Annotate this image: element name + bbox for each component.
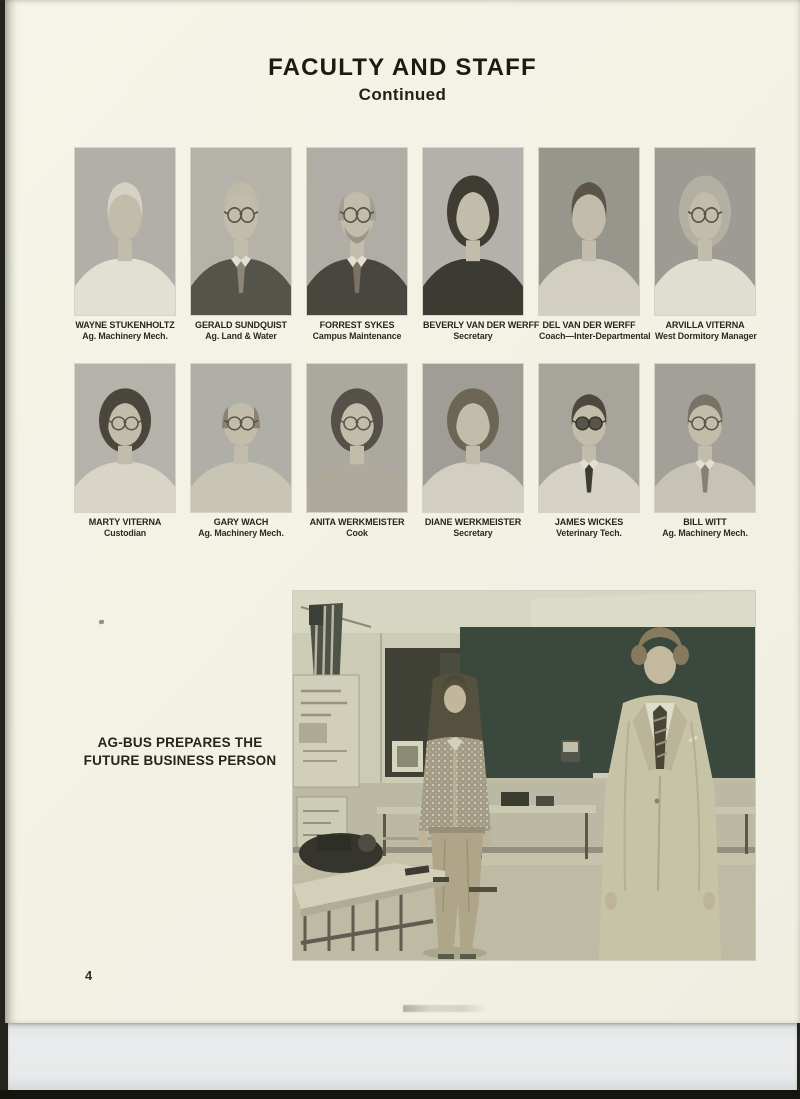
page-header [5, 54, 800, 105]
faculty-title: Secretary [453, 331, 493, 342]
yearbook-page [5, 0, 800, 1023]
faculty-card [191, 364, 291, 539]
portrait-photo [539, 364, 639, 512]
faculty-title: West Dormitory Manager [655, 331, 757, 342]
portrait-photo [191, 364, 291, 512]
portrait-photo [423, 148, 523, 315]
faculty-card [423, 364, 523, 539]
print-smudge [403, 1005, 489, 1012]
faculty-card [307, 148, 407, 342]
faculty-card [75, 364, 175, 539]
faculty-name: GERALD SUNDQUIST [195, 320, 287, 330]
portrait-photo [75, 364, 175, 512]
faculty-name: WAYNE STUKENHOLTZ [75, 320, 175, 330]
faculty-title: Ag. Land & Water [205, 331, 277, 342]
caption-line-2: FUTURE BUSINESS PERSON [83, 752, 277, 768]
portrait-photo [307, 148, 407, 315]
faculty-name: ARVILLA VITERNA [665, 320, 745, 330]
faculty-title: Campus Maintenance [312, 331, 402, 342]
caption-line-1: AG-BUS PREPARES THE [97, 735, 263, 750]
ink-artifact [99, 620, 105, 625]
faculty-card [307, 364, 407, 539]
faculty-card [75, 148, 175, 342]
faculty-title: Cook [346, 528, 368, 539]
portrait-photo [655, 364, 755, 512]
faculty-card [539, 148, 651, 342]
underlying-page-edge [8, 1023, 797, 1090]
faculty-name: GARY WACH [213, 517, 269, 527]
faculty-name: FORREST SYKES [319, 320, 395, 330]
portrait-photo [191, 148, 291, 315]
faculty-card [423, 148, 540, 342]
faculty-name: ANITA WERKMEISTER [309, 517, 405, 527]
portrait-photo [307, 364, 407, 512]
faculty-title: Coach—Inter-Departmental [539, 331, 651, 342]
photo-caption [67, 734, 293, 769]
faculty-name: DEL VAN DER WERFF [542, 320, 636, 330]
faculty-name: JAMES WICKES [554, 517, 624, 527]
page-subtitle: Continued [358, 85, 447, 104]
classroom-scene [293, 591, 755, 960]
faculty-card [655, 148, 755, 342]
scan-bottom-edge [0, 1090, 800, 1099]
faculty-title: Secretary [453, 528, 493, 539]
faculty-name: BILL WITT [683, 517, 727, 527]
faculty-title: Veterinary Tech. [556, 528, 622, 539]
portrait-photo [75, 148, 175, 315]
faculty-name: MARTY VITERNA [88, 517, 162, 527]
faculty-title: Ag. Machinery Mech. [198, 528, 284, 539]
faculty-card [191, 148, 291, 342]
page-title: FACULTY AND STAFF [268, 54, 537, 81]
faculty-title: Ag. Machinery Mech. [82, 331, 168, 342]
faculty-row-1 [75, 148, 755, 342]
page-number: 4 [85, 968, 93, 983]
faculty-card [655, 364, 755, 539]
faculty-title: Ag. Machinery Mech. [662, 528, 748, 539]
faculty-card [539, 364, 639, 539]
faculty-title: Custodian [103, 528, 147, 539]
faculty-row-2 [75, 364, 755, 539]
classroom-photo [293, 591, 755, 960]
portrait-photo [539, 148, 639, 315]
faculty-name: BEVERLY VAN DER WERFF [423, 320, 540, 330]
faculty-name: DIANE WERKMEISTER [424, 517, 522, 527]
portrait-photo [655, 148, 755, 315]
portrait-photo [423, 364, 523, 512]
